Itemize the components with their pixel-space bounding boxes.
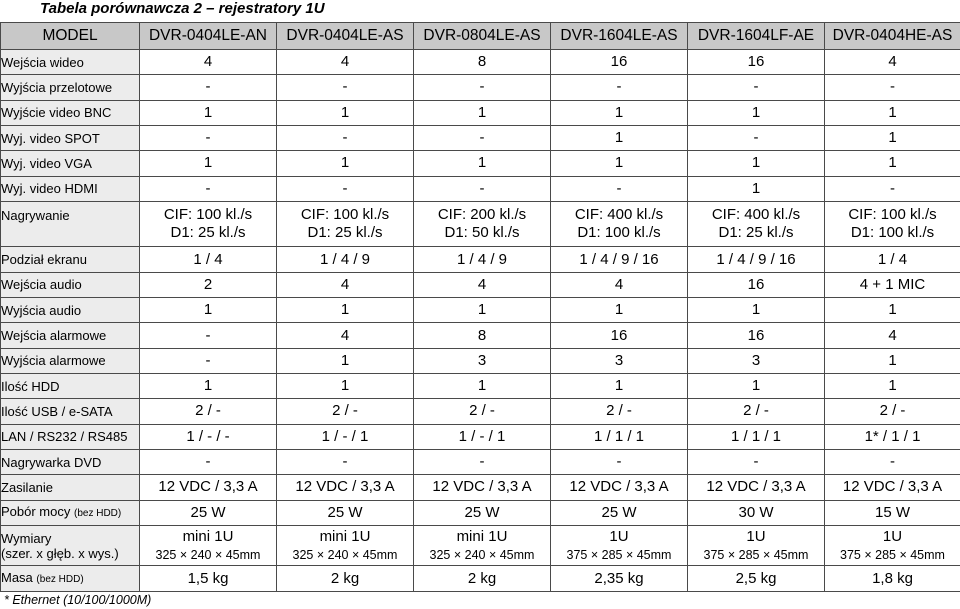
- table-title: Tabela porównawcza 2 – rejestratory 1U: [40, 0, 325, 17]
- cell: -: [140, 176, 277, 201]
- cell: 4: [414, 272, 551, 297]
- cell: 1: [825, 125, 960, 150]
- cell: 1: [551, 125, 688, 150]
- cell: [277, 201, 414, 247]
- cell: 1: [551, 298, 688, 323]
- row-label: Wejścia wideo: [1, 50, 140, 75]
- cell: 1 / 1 / 1: [551, 424, 688, 449]
- cell: 1 / 1 / 1: [688, 424, 825, 449]
- cell: 1: [414, 100, 551, 125]
- row-label: [1, 566, 140, 592]
- cell: 8: [414, 323, 551, 348]
- cell-line: 375 × 285 × 45mm: [566, 547, 672, 562]
- footnote: * Ethernet (10/100/1000M): [4, 593, 152, 607]
- cell: 2,35 kg: [551, 566, 688, 592]
- cell: 25 W: [551, 500, 688, 525]
- cell: -: [277, 449, 414, 474]
- cell: -: [277, 125, 414, 150]
- cell-line: 375 × 285 × 45mm: [703, 547, 809, 562]
- table-row: [1, 424, 960, 449]
- cell: 12 VDC / 3,3 A: [277, 475, 414, 500]
- cell: 3: [551, 348, 688, 373]
- cell: 16: [688, 272, 825, 297]
- cell: 1 / 4 / 9 / 16: [688, 247, 825, 272]
- cell-line: D1: 25 kl./s: [170, 224, 246, 242]
- cell: 1: [688, 176, 825, 201]
- cell: 1 / 4 / 9 / 16: [551, 247, 688, 272]
- cell: -: [688, 449, 825, 474]
- cell: 1* / 1 / 1: [825, 424, 960, 449]
- cell: 16: [688, 323, 825, 348]
- cell: 2,5 kg: [688, 566, 825, 592]
- row-label: Nagrywanie: [1, 201, 140, 247]
- cell: [414, 525, 551, 566]
- cell: 2 / -: [551, 399, 688, 424]
- cell: 15 W: [825, 500, 960, 525]
- cell: 1,8 kg: [825, 566, 960, 592]
- row-label: Wejścia audio: [1, 272, 140, 297]
- header-model-2: DVR-0404LE-AS: [277, 23, 414, 50]
- row-label: Nagrywarka DVD: [1, 449, 140, 474]
- cell: 1,5 kg: [140, 566, 277, 592]
- table-row: [1, 500, 960, 525]
- cell: 12 VDC / 3,3 A: [688, 475, 825, 500]
- cell: 4: [140, 50, 277, 75]
- row-label: Ilość HDD: [1, 374, 140, 399]
- row-label: Wejścia alarmowe: [1, 323, 140, 348]
- cell: 1: [414, 298, 551, 323]
- cell: 1: [825, 348, 960, 373]
- cell-line: CIF: 100 kl./s: [300, 206, 390, 224]
- row-label: Wyjścia audio: [1, 298, 140, 323]
- cell: [825, 201, 960, 247]
- cell: 2 kg: [277, 566, 414, 592]
- table-row: [1, 272, 960, 297]
- cell-line: CIF: 100 kl./s: [848, 206, 937, 224]
- cell: [277, 525, 414, 566]
- row-label: [1, 500, 140, 525]
- cell: 25 W: [277, 500, 414, 525]
- row-label: Podział ekranu: [1, 247, 140, 272]
- cell: -: [414, 176, 551, 201]
- cell: [688, 525, 825, 566]
- cell-line: CIF: 100 kl./s: [163, 206, 253, 224]
- table-row: [1, 374, 960, 399]
- header-model-4: DVR-1604LE-AS: [551, 23, 688, 50]
- cell: 1: [140, 151, 277, 176]
- cell: -: [414, 75, 551, 100]
- cell: 25 W: [414, 500, 551, 525]
- cell: 1: [688, 298, 825, 323]
- row-label-note: (bez HDD): [74, 508, 122, 520]
- cell: -: [688, 125, 825, 150]
- table-row: [1, 298, 960, 323]
- cell: 4 + 1 MIC: [825, 272, 960, 297]
- cell: 1: [414, 374, 551, 399]
- cell: -: [551, 176, 688, 201]
- cell: 4: [277, 272, 414, 297]
- cell: -: [825, 75, 960, 100]
- cell-line: 1U: [609, 527, 629, 545]
- cell: 1 / - / 1: [414, 424, 551, 449]
- cell: 12 VDC / 3,3 A: [825, 475, 960, 500]
- cell: -: [551, 449, 688, 474]
- cell: 1: [825, 374, 960, 399]
- cell: 2 kg: [414, 566, 551, 592]
- table-row: [1, 201, 960, 247]
- cell: [140, 525, 277, 566]
- cell-line: 1U: [882, 527, 903, 545]
- cell: 1: [825, 151, 960, 176]
- cell: -: [140, 125, 277, 150]
- row-label: Wyjścia przelotowe: [1, 75, 140, 100]
- row-label: Wyj. video SPOT: [1, 125, 140, 150]
- table-row: [1, 348, 960, 373]
- row-label: Wyjście video BNC: [1, 100, 140, 125]
- cell: 2 / -: [140, 399, 277, 424]
- table-row: [1, 75, 960, 100]
- cell-line: mini 1U: [182, 527, 234, 545]
- row-label: Zasilanie: [1, 475, 140, 500]
- row-label: Wyjścia alarmowe: [1, 348, 140, 373]
- cell-line: D1: 25 kl./s: [307, 224, 383, 242]
- cell-line: CIF: 400 kl./s: [711, 206, 801, 224]
- table-row: [1, 323, 960, 348]
- cell: 4: [277, 323, 414, 348]
- cell-line: 375 × 285 × 45mm: [840, 547, 945, 562]
- cell-line: 325 × 240 × 45mm: [292, 547, 398, 562]
- cell: 1: [688, 100, 825, 125]
- cell: 1 / - / 1: [277, 424, 414, 449]
- table-row: [1, 247, 960, 272]
- cell-line: CIF: 400 kl./s: [574, 206, 664, 224]
- cell: [414, 201, 551, 247]
- cell: -: [825, 176, 960, 201]
- cell: -: [551, 75, 688, 100]
- cell-line: 325 × 240 × 45mm: [155, 547, 261, 562]
- table-row: [1, 100, 960, 125]
- cell: 1: [825, 100, 960, 125]
- cell: 1: [140, 100, 277, 125]
- cell: -: [414, 125, 551, 150]
- cell: 8: [414, 50, 551, 75]
- cell: -: [414, 449, 551, 474]
- cell: 1: [277, 100, 414, 125]
- cell-line: D1: 100 kl./s: [577, 224, 661, 242]
- cell: 1: [551, 374, 688, 399]
- cell: 30 W: [688, 500, 825, 525]
- cell: 4: [551, 272, 688, 297]
- row-label-note: (szer. x głęb. x wys.): [1, 545, 119, 561]
- table-row: [1, 449, 960, 474]
- cell: 1 / 4 / 9: [414, 247, 551, 272]
- cell: 12 VDC / 3,3 A: [551, 475, 688, 500]
- cell: 12 VDC / 3,3 A: [140, 475, 277, 500]
- cell: -: [140, 449, 277, 474]
- row-label: Wyj. video VGA: [1, 151, 140, 176]
- cell: 1 / 4 / 9: [277, 247, 414, 272]
- cell: -: [277, 75, 414, 100]
- cell: 2 / -: [688, 399, 825, 424]
- cell-line: D1: 50 kl./s: [444, 224, 520, 242]
- cell: 1 / 4: [825, 247, 960, 272]
- row-label: LAN / RS232 / RS485: [1, 424, 140, 449]
- table-row: [1, 399, 960, 424]
- cell: 1: [277, 298, 414, 323]
- row-label-text: Masa: [1, 570, 33, 586]
- cell: [551, 201, 688, 247]
- cell: 1: [551, 100, 688, 125]
- header-model-6: DVR-0404HE-AS: [825, 23, 960, 50]
- cell: 4: [825, 50, 960, 75]
- cell: 2: [140, 272, 277, 297]
- cell: 1: [688, 151, 825, 176]
- cell: 12 VDC / 3,3 A: [414, 475, 551, 500]
- table-row: [1, 151, 960, 176]
- cell: 1: [688, 374, 825, 399]
- cell: 1: [140, 298, 277, 323]
- cell: [688, 201, 825, 247]
- cell: -: [277, 176, 414, 201]
- cell-line: mini 1U: [319, 527, 371, 545]
- cell-line: 325 × 240 × 45mm: [429, 547, 535, 562]
- cell: -: [825, 449, 960, 474]
- cell: 1 / 4: [140, 247, 277, 272]
- cell-line: CIF: 200 kl./s: [437, 206, 527, 224]
- cell: 4: [825, 323, 960, 348]
- cell: [551, 525, 688, 566]
- table-row: [1, 525, 960, 566]
- cell-line: D1: 100 kl./s: [850, 224, 935, 242]
- cell: 1: [140, 374, 277, 399]
- cell: -: [140, 348, 277, 373]
- header-model-5: DVR-1604LF-AE: [688, 23, 825, 50]
- row-label: [1, 525, 140, 566]
- cell: [140, 201, 277, 247]
- cell-line: mini 1U: [456, 527, 508, 545]
- row-label-note: (bez HDD): [36, 574, 84, 586]
- cell: -: [140, 75, 277, 100]
- table-row: [1, 566, 960, 592]
- cell: 1: [551, 151, 688, 176]
- header-model-3: DVR-0804LE-AS: [414, 23, 551, 50]
- cell: 2 / -: [277, 399, 414, 424]
- comparison-table: [0, 22, 960, 592]
- header-model-label: MODEL: [1, 23, 140, 50]
- cell: 16: [688, 50, 825, 75]
- header-model-1: DVR-0404LE-AN: [140, 23, 277, 50]
- cell: 1 / - / -: [140, 424, 277, 449]
- table-row: [1, 50, 960, 75]
- cell: 3: [414, 348, 551, 373]
- header-row: [1, 23, 960, 50]
- cell: 1: [277, 151, 414, 176]
- cell: 1: [825, 298, 960, 323]
- cell: 1: [277, 348, 414, 373]
- row-label: Ilość USB / e-SATA: [1, 399, 140, 424]
- cell: -: [140, 323, 277, 348]
- row-label-text: Pobór mocy: [1, 504, 71, 520]
- cell: 16: [551, 50, 688, 75]
- table-row: [1, 475, 960, 500]
- cell: 25 W: [140, 500, 277, 525]
- cell: 3: [688, 348, 825, 373]
- cell-line: 1U: [746, 527, 766, 545]
- cell: 2 / -: [825, 399, 960, 424]
- table-row: [1, 125, 960, 150]
- table-row: [1, 176, 960, 201]
- cell: -: [688, 75, 825, 100]
- cell: 2 / -: [414, 399, 551, 424]
- cell: 16: [551, 323, 688, 348]
- row-label: Wyj. video HDMI: [1, 176, 140, 201]
- cell: [825, 525, 960, 566]
- cell: 1: [277, 374, 414, 399]
- cell: 1: [414, 151, 551, 176]
- cell-line: D1: 25 kl./s: [718, 224, 794, 242]
- row-label-text: Wymiary: [1, 530, 52, 546]
- cell: 4: [277, 50, 414, 75]
